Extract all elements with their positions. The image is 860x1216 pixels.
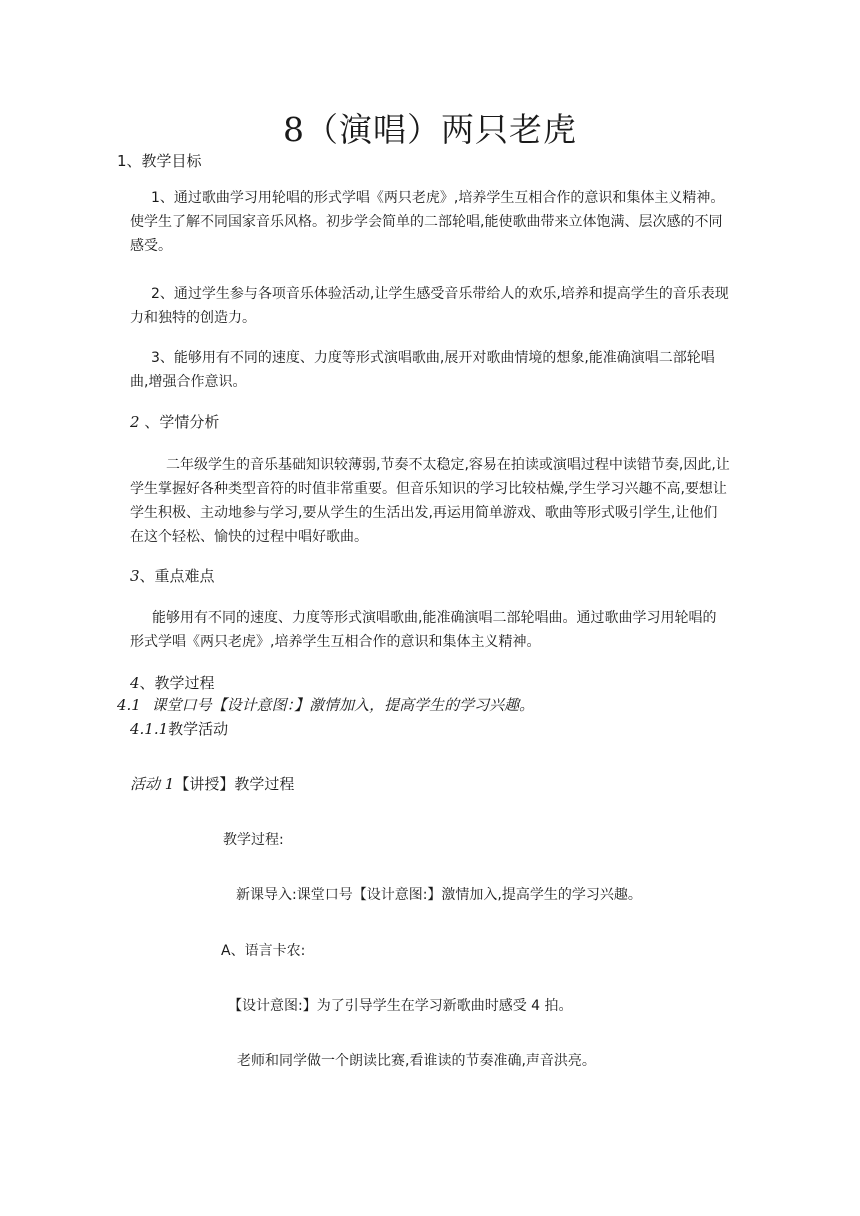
objective-paragraph-2: 2、通过学生参与各项音乐体验活动,让学生感受音乐带给人的欢乐,培养和提高学生的音乐表现力和独特的创造力。 xyxy=(130,286,729,326)
section-4-heading xyxy=(130,672,215,693)
process-label: 教学过程: xyxy=(223,832,284,848)
document-title: 8（演唱）两只老虎 xyxy=(283,110,577,149)
section-2-heading xyxy=(130,411,219,432)
subsection-4-1-number: 4.1 xyxy=(117,696,141,714)
section-4-title: 、教学过程 xyxy=(139,674,215,692)
process-teacher-activity: 老师和同学做一个朗读比赛,看谁读的节奏准确,声音洪亮。 xyxy=(237,1053,596,1069)
section-3-title: 、重点难点 xyxy=(139,567,215,585)
key-points-paragraph: 能够用有不同的速度、力度等形式演唱歌曲,能准确演唱二部轮唱曲。通过歌曲学习用轮唱的形式学唱《两只老虎》,培养学生互相合作的意识和集体主义精神。 xyxy=(130,610,717,650)
section-2-number: 2 xyxy=(130,413,140,431)
objective-paragraph-1: 1、通过歌曲学习用轮唱的形式学唱《两只老虎》,培养学生互相合作的意识和集体主义精神。使学生了解不同国家音乐风格。初步学会简单的二部轮唱,能使歌曲带来立体饱满、层次感的不同感受。 xyxy=(130,190,725,254)
subsection-4-1-1-text: 教学活动 xyxy=(168,720,229,738)
subsection-4-1-1-number: 4.1.1 xyxy=(130,720,169,738)
activity-title: 【讲授】教学过程 xyxy=(174,775,295,793)
section-3-heading xyxy=(130,565,215,586)
process-intro: 新课导入:课堂口号【设计意图:】激情加入,提高学生的学习兴趣。 xyxy=(236,887,642,903)
subsection-4-1 xyxy=(117,694,534,715)
activity-heading xyxy=(130,773,294,794)
section-1-heading: 1、教学目标 xyxy=(117,152,202,170)
subsection-4-1-text: 课堂口号【设计意图：】激情加入，提高学生的学习兴趣。 xyxy=(151,696,535,714)
section-3-number: 3 xyxy=(130,567,140,585)
process-item-a: A、语言卡农: xyxy=(221,943,306,959)
objective-paragraph-3: 3、能够用有不同的速度、力度等形式演唱歌曲,展开对歌曲情境的想象,能准确演唱二部轮唱曲,增强合作意识。 xyxy=(130,350,715,390)
section-4-number: 4 xyxy=(130,674,140,692)
process-design-intent: 【设计意图:】为了引导学生在学习新歌曲时感受 4 拍。 xyxy=(228,998,573,1014)
activity-prefix: 活动 1 xyxy=(130,775,175,793)
section-2-title: 、学情分析 xyxy=(144,413,220,431)
analysis-paragraph: 二年级学生的音乐基础知识较薄弱,节奏不太稳定,容易在拍读或演唱过程中读错节奏,因此,让学生掌握好各种类型音符的时值非常重要。但音乐知识的学习比较枯燥,学生学习兴趣不高,要想让学生积极、主动地参与学习,要从学生的生活出发,再运用简单游戏、歌曲等形式吸引学生,让他们在这个轻松、愉快的过程中唱好歌曲。 xyxy=(130,457,730,545)
subsection-4-1-1 xyxy=(130,718,228,739)
